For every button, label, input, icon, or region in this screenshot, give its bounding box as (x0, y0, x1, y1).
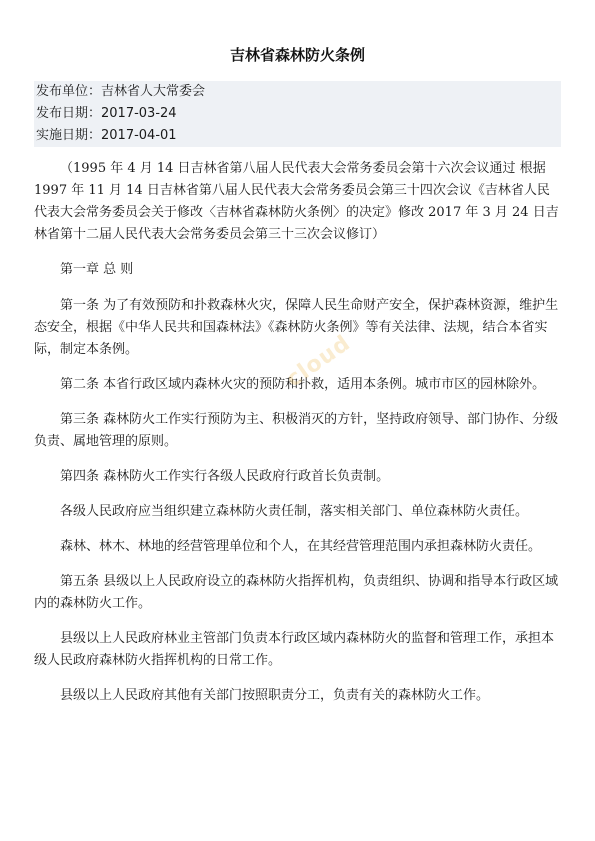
article-3-paragraph: 第三条 森林防火工作实行预防为主、积极消灭的方针，坚持政府领导、部门协作、分级负责、属地管理的原则。 (34, 412, 559, 449)
watermark-logo: cloud (282, 330, 356, 393)
publish-date-line: 发布日期：2017-03-24 (36, 106, 177, 121)
effective-date-line: 实施日期：2017-04-01 (36, 128, 177, 143)
article-2-paragraph: 第二条 本省行政区域内森林火灾的预防和扑救，适用本条例。城市市区的园林除外。 (60, 377, 546, 392)
article-5-clause-3: 县级以上人民政府其他有关部门按照职责分工，负责有关的森林防火工作。 (60, 688, 490, 703)
document-title: 吉林省森林防火条例 (229, 46, 365, 64)
article-5-clause-2: 县级以上人民政府林业主管部门负责本行政区域内森林防火的监督和管理工作，承担本级人民政府森林防火指挥机构的日常工作。 (34, 631, 555, 668)
article-4-clause-3: 森林、林木、林地的经营管理单位和个人，在其经营管理范围内承担森林防火责任。 (60, 539, 542, 554)
article-1-paragraph: 第一条 为了有效预防和扑救森林火灾，保障人民生命财产安全，保护森林资源，维护生态安全，根据《中华人民共和国森林法》《森林防火条例》等有关法律、法规，结合本省实际，制定本条例。 (34, 298, 559, 357)
chapter-heading: 第一章 总 则 (60, 262, 134, 277)
preamble-paragraph: （1995 年 4 月 14 日吉林省第八届人民代表大会常务委员会第十六次会议通过 根据 1997 年 11 月 14 日吉林省第八届人民代表大会常务委员会第三十四次会议《吉林省人民代表大会常务委员会关于修改〈吉林省森林防火条例〉的决定》修改 2017 年 3 月 24 日吉林省第十二届人民代表大会常务委员会第三十三次会议修订） (34, 161, 559, 242)
metadata-box (34, 81, 561, 147)
publisher-line: 发布单位：吉林省人大常委会 (36, 84, 206, 99)
article-4-paragraph: 第四条 森林防火工作实行各级人民政府行政首长负责制。 (60, 469, 390, 484)
article-5-paragraph: 第五条 县级以上人民政府设立的森林防火指挥机构，负责组织、协调和指导本行政区域内的森林防火工作。 (34, 574, 559, 611)
article-4-clause-2: 各级人民政府应当组织建立森林防火责任制，落实相关部门、单位森林防火责任。 (60, 504, 529, 519)
document-body (34, 158, 561, 720)
